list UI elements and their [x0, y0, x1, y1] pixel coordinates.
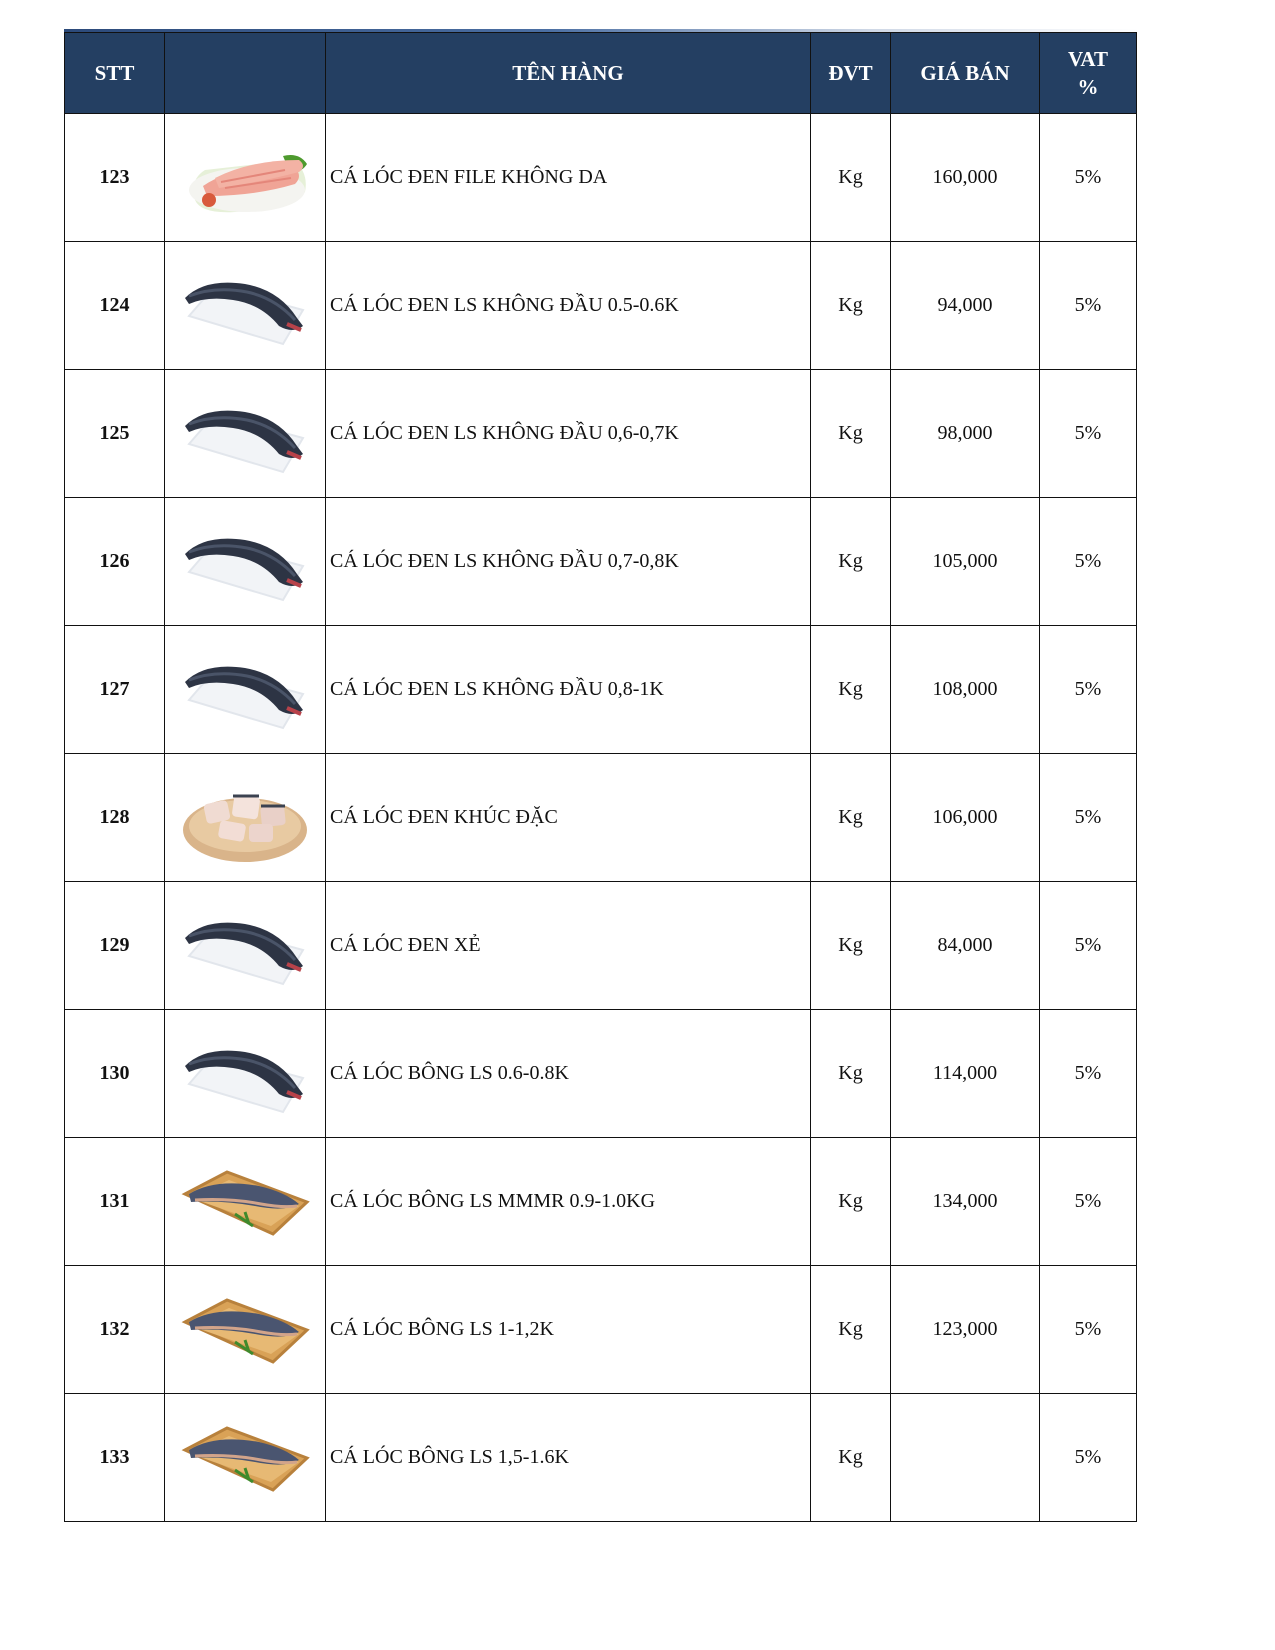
product-vat: 5% — [1040, 114, 1137, 242]
fish-fillet-plate-image — [175, 130, 315, 226]
table-row — [65, 242, 1137, 370]
row-stt: 124 — [65, 242, 165, 370]
whole-fish-tray-image — [175, 256, 315, 356]
product-image — [165, 754, 326, 882]
product-vat: 5% — [1040, 242, 1137, 370]
product-price: 134,000 — [891, 1138, 1040, 1266]
product-price: 106,000 — [891, 754, 1040, 882]
whole-fish-tray-image — [175, 640, 315, 740]
product-price: 105,000 — [891, 498, 1040, 626]
product-name: CÁ LÓC BÔNG LS 0.6-0.8K — [326, 1010, 811, 1138]
product-price: 94,000 — [891, 242, 1040, 370]
product-image — [165, 626, 326, 754]
fish-on-board-image — [175, 1282, 315, 1378]
product-price: 84,000 — [891, 882, 1040, 1010]
row-stt: 132 — [65, 1266, 165, 1394]
product-vat: 5% — [1040, 1394, 1137, 1522]
whole-fish-tray-image — [175, 896, 315, 996]
product-price: 108,000 — [891, 626, 1040, 754]
product-image — [165, 882, 326, 1010]
product-image — [165, 1266, 326, 1394]
product-image — [165, 114, 326, 242]
product-unit: Kg — [811, 114, 891, 242]
product-unit: Kg — [811, 370, 891, 498]
product-name: CÁ LÓC BÔNG LS 1-1,2K — [326, 1266, 811, 1394]
product-unit: Kg — [811, 754, 891, 882]
product-vat: 5% — [1040, 754, 1137, 882]
product-name: CÁ LÓC ĐEN XẺ — [326, 882, 811, 1010]
product-unit: Kg — [811, 498, 891, 626]
product-image — [165, 1138, 326, 1266]
row-stt: 127 — [65, 626, 165, 754]
product-name: CÁ LÓC BÔNG LS MMMR 0.9-1.0KG — [326, 1138, 811, 1266]
product-price: 123,000 — [891, 1266, 1040, 1394]
product-name: CÁ LÓC ĐEN LS KHÔNG ĐẦU 0,8-1K — [326, 626, 811, 754]
table-row — [65, 754, 1137, 882]
product-vat: 5% — [1040, 882, 1137, 1010]
product-image — [165, 242, 326, 370]
table-row — [65, 370, 1137, 498]
product-unit: Kg — [811, 1138, 891, 1266]
product-name: CÁ LÓC BÔNG LS 1,5-1.6K — [326, 1394, 811, 1522]
product-image — [165, 1010, 326, 1138]
table-row — [65, 1138, 1137, 1266]
table-row — [65, 1010, 1137, 1138]
row-stt: 130 — [65, 1010, 165, 1138]
product-unit: Kg — [811, 1394, 891, 1522]
header-unit: ĐVT — [811, 33, 891, 114]
product-vat: 5% — [1040, 1138, 1137, 1266]
header-price: GIÁ BÁN — [891, 33, 1040, 114]
product-name: CÁ LÓC ĐEN KHÚC ĐẶC — [326, 754, 811, 882]
product-vat: 5% — [1040, 498, 1137, 626]
header-row — [65, 33, 1137, 114]
table-row — [65, 1266, 1137, 1394]
product-vat: 5% — [1040, 1266, 1137, 1394]
product-price: 160,000 — [891, 114, 1040, 242]
whole-fish-tray-image — [175, 1024, 315, 1124]
table-header — [65, 33, 1137, 114]
row-stt: 133 — [65, 1394, 165, 1522]
product-unit: Kg — [811, 882, 891, 1010]
product-price: 98,000 — [891, 370, 1040, 498]
product-unit: Kg — [811, 626, 891, 754]
product-name: CÁ LÓC ĐEN FILE KHÔNG DA — [326, 114, 811, 242]
row-stt: 123 — [65, 114, 165, 242]
whole-fish-tray-image — [175, 512, 315, 612]
product-price: 114,000 — [891, 1010, 1040, 1138]
table-row — [65, 882, 1137, 1010]
row-stt: 125 — [65, 370, 165, 498]
product-unit: Kg — [811, 242, 891, 370]
product-vat: 5% — [1040, 626, 1137, 754]
product-name: CÁ LÓC ĐEN LS KHÔNG ĐẦU 0,6-0,7K — [326, 370, 811, 498]
product-name: CÁ LÓC ĐEN LS KHÔNG ĐẦU 0.5-0.6K — [326, 242, 811, 370]
header-name: TÊN HÀNG — [326, 33, 811, 114]
price-table — [64, 32, 1137, 1522]
whole-fish-tray-image — [175, 384, 315, 484]
fish-on-board-image — [175, 1410, 315, 1506]
product-image — [165, 1394, 326, 1522]
row-stt: 131 — [65, 1138, 165, 1266]
row-stt: 129 — [65, 882, 165, 1010]
table-row — [65, 498, 1137, 626]
row-stt: 128 — [65, 754, 165, 882]
header-vat-label: VAT % — [1067, 47, 1109, 99]
fish-chunks-bowl-image — [175, 768, 315, 868]
fish-on-board-image — [175, 1154, 315, 1250]
product-name: CÁ LÓC ĐEN LS KHÔNG ĐẦU 0,7-0,8K — [326, 498, 811, 626]
table-row — [65, 626, 1137, 754]
row-stt: 126 — [65, 498, 165, 626]
product-price — [891, 1394, 1040, 1522]
product-unit: Kg — [811, 1010, 891, 1138]
table-body — [65, 114, 1137, 1522]
header-image — [165, 33, 326, 114]
table-row — [65, 114, 1137, 242]
product-image — [165, 370, 326, 498]
product-vat: 5% — [1040, 370, 1137, 498]
product-unit: Kg — [811, 1266, 891, 1394]
product-vat: 5% — [1040, 1010, 1137, 1138]
header-stt: STT — [65, 33, 165, 114]
table-row — [65, 1394, 1137, 1522]
header-vat — [1040, 33, 1137, 114]
product-image — [165, 498, 326, 626]
